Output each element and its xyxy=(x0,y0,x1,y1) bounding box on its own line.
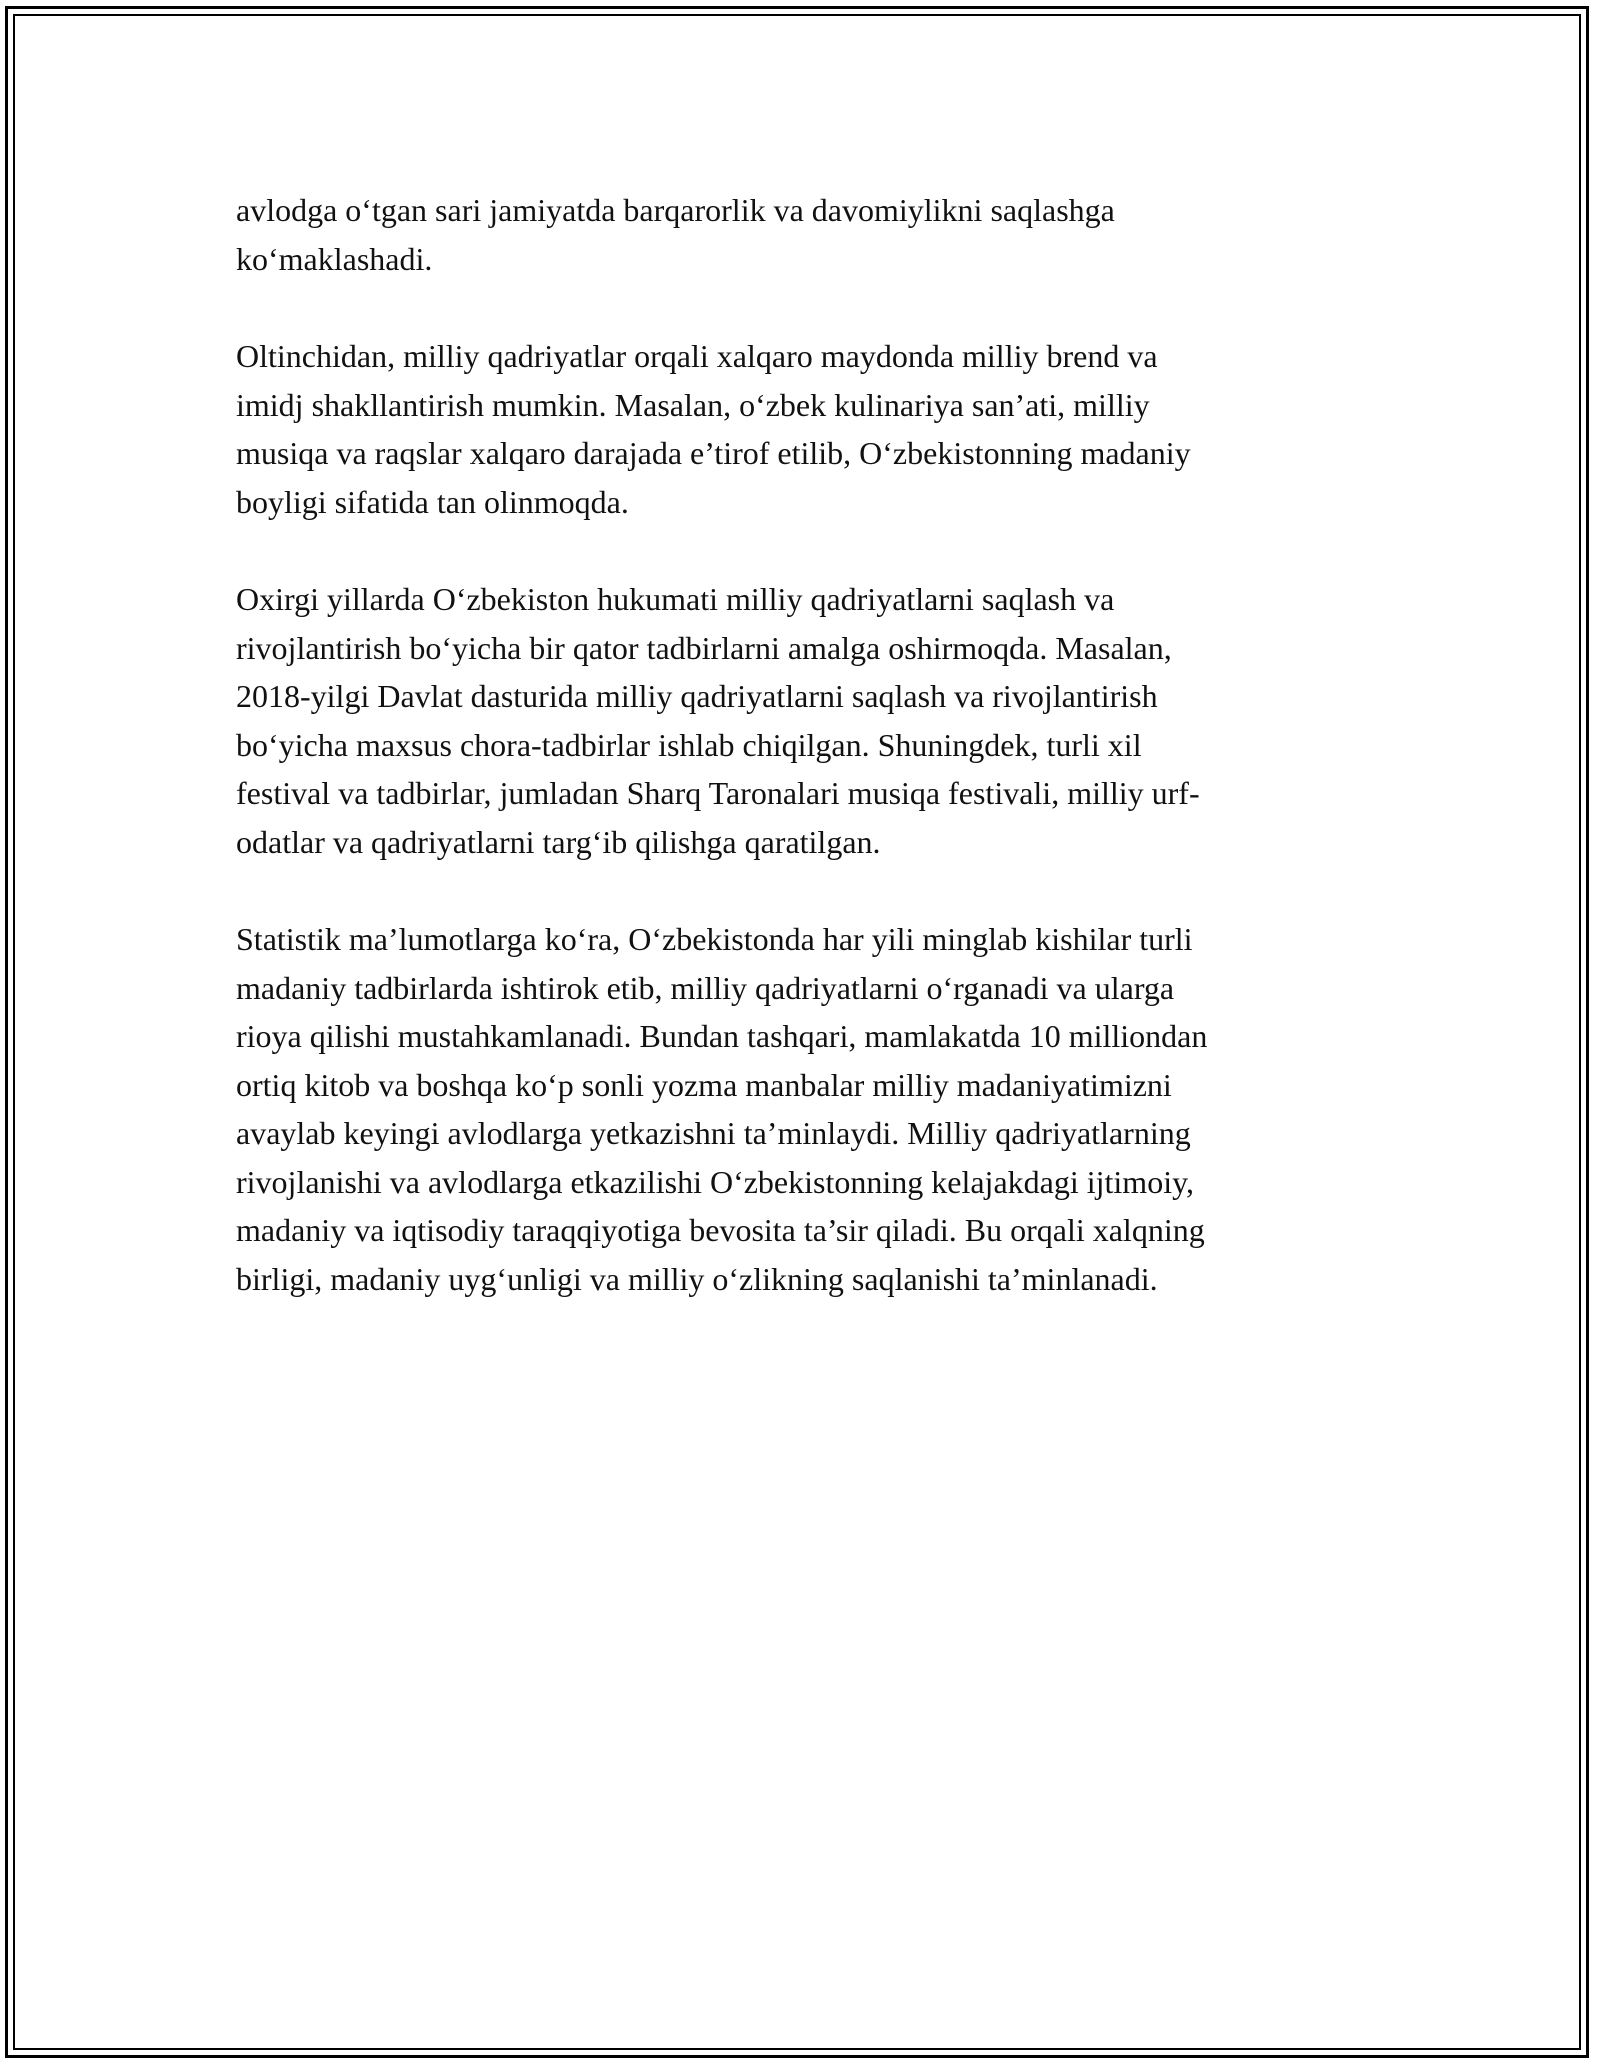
text-line: 2018-yilgi Davlat dasturida milliy qadriyatlarni saqlash va rivojlantirish xyxy=(236,678,1158,714)
paragraph-1 xyxy=(236,186,1366,283)
text-line: rioya qilishi mustahkamlanadi. Bundan tashqari, mamlakatda 10 milliondan xyxy=(236,1018,1208,1054)
paragraph-3 xyxy=(236,575,1366,866)
text-line: avlodga o‘tgan sari jamiyatda barqarorlik va davomiylikni saqlashga xyxy=(236,192,1115,228)
text-line: boyligi sifatida tan olinmoqda. xyxy=(236,483,629,520)
paragraph-4 xyxy=(236,915,1366,1303)
text-line: Oltinchidan, milliy qadriyatlar orqali xalqaro maydonda milliy brend va xyxy=(236,338,1158,374)
text-line: bo‘yicha maxsus chora-tadbirlar ishlab chiqilgan. Shuningdek, turli xil xyxy=(236,726,1142,763)
text-line: rivojlanishi va avlodlarga etkazilishi O‘zbekistonning kelajakdagi ijtimoiy, xyxy=(236,1163,1194,1200)
text-line: odatlar va qadriyatlarni targ‘ib qilishga qaratilgan. xyxy=(236,823,881,860)
text-line: musiqa va raqslar xalqaro darajada e’tirof etilib, O‘zbekistonning madaniy xyxy=(236,435,1191,471)
text-line: imidj shakllantirish mumkin. Masalan, o‘zbek kulinariya san’ati, milliy xyxy=(236,386,1150,423)
text-line: festival va tadbirlar, jumladan Sharq Taronalari musiqa festivali, milliy urf- xyxy=(236,775,1200,811)
text-line: madaniy va iqtisodiy taraqqiyotiga bevosita ta’sir qiladi. Bu orqali xalqning xyxy=(236,1212,1205,1248)
text-line: rivojlantirish bo‘yicha bir qator tadbirlarni amalga oshirmoqda. Masalan, xyxy=(236,629,1172,666)
text-line: madaniy tadbirlarda ishtirok etib, milliy qadriyatlarni o‘rganadi va ularga xyxy=(236,969,1175,1006)
paragraph-2 xyxy=(236,332,1366,526)
text-line: avaylab keyingi avlodlarga yetkazishni ta’minlaydi. Milliy qadriyatlarning xyxy=(236,1115,1191,1151)
text-line: Oxirgi yillarda O‘zbekiston hukumati milliy qadriyatlarni saqlash va xyxy=(236,581,1115,617)
text-line: ko‘maklashadi. xyxy=(236,240,433,277)
text-line: ortiq kitob va boshqa ko‘p sonli yozma manbalar milliy madaniyatimizni xyxy=(236,1066,1172,1103)
document-body xyxy=(236,186,1366,1352)
text-line: Statistik ma’lumotlarga ko‘ra, O‘zbekistonda har yili minglab kishilar turli xyxy=(236,921,1193,957)
text-line: birligi, madaniy uyg‘unligi va milliy o‘zlikning saqlanishi ta’minlanadi. xyxy=(236,1260,1158,1297)
